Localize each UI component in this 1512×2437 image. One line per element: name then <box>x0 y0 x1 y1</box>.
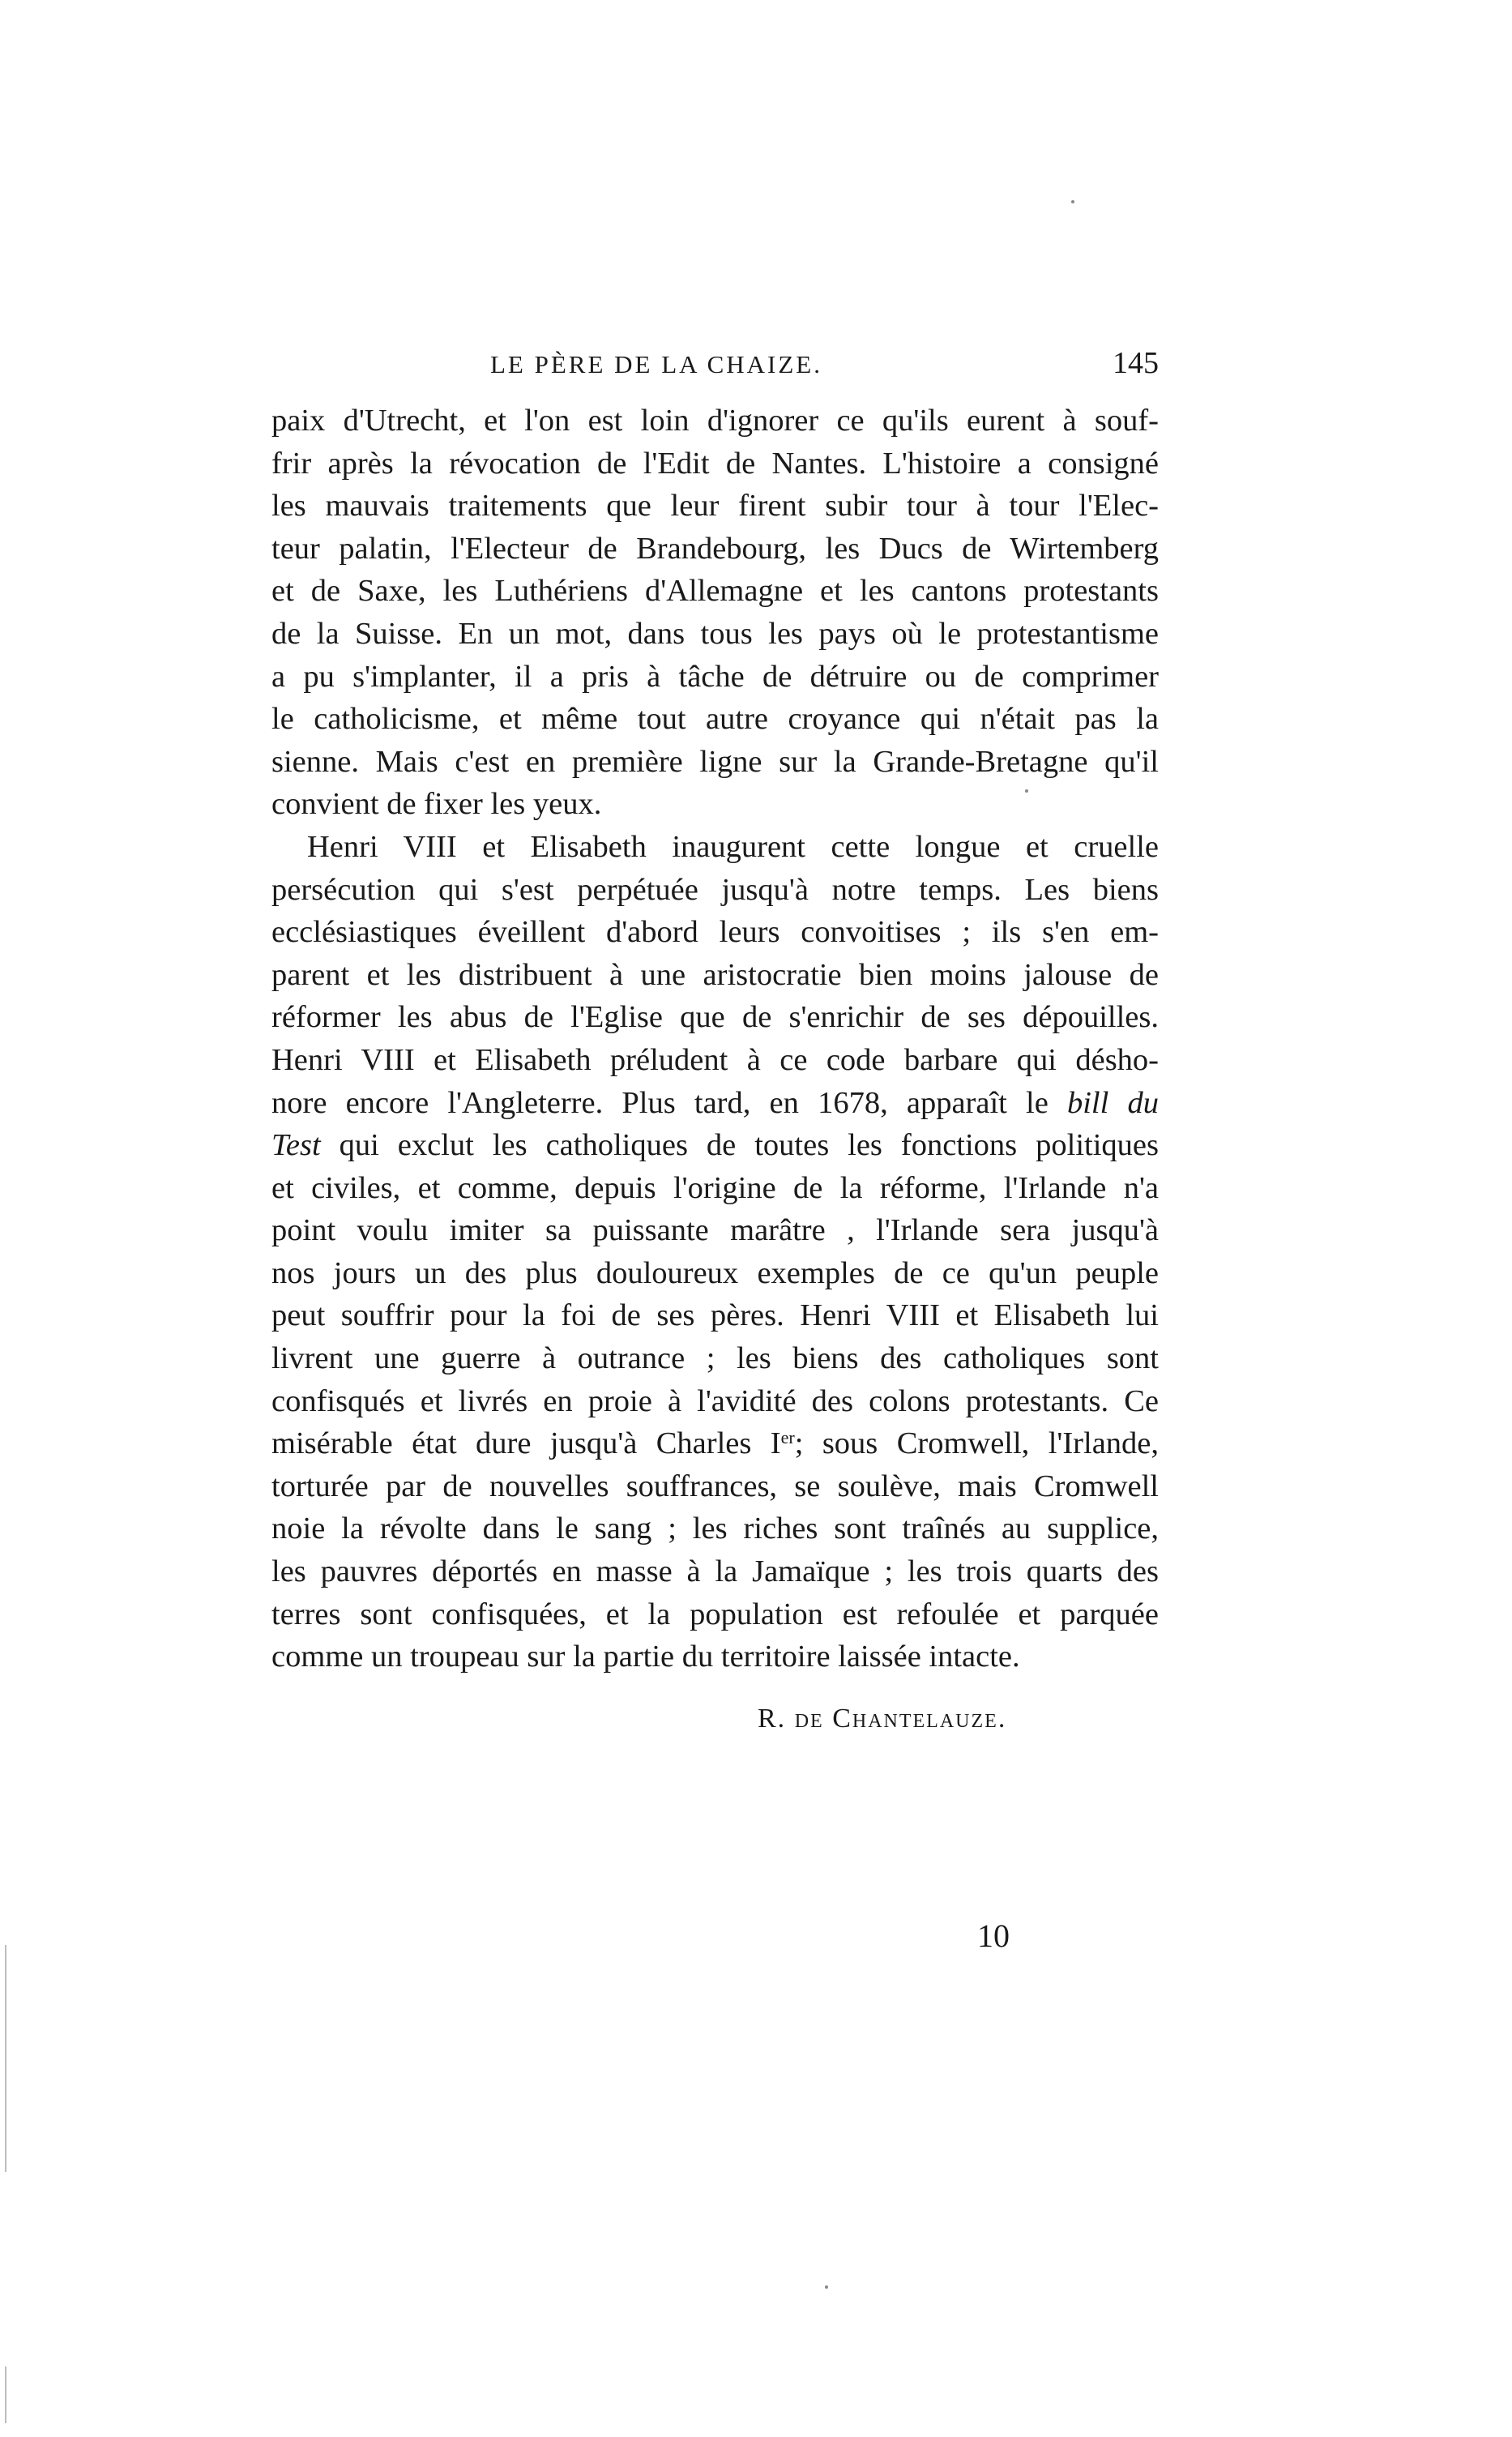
text-line: confisqués et livrés en proie à l'avidité des colons protestants. Ce <box>271 1383 1159 1418</box>
italic-term: Test <box>271 1128 321 1163</box>
text-line: comme un troupeau sur la partie du territoire laissée intacte. <box>271 1640 1020 1674</box>
signature-surname: Chantelauze. <box>832 1704 1007 1734</box>
text-line: convient de fixer les yeux. <box>271 787 602 822</box>
running-title: LE PÈRE DE LA CHAIZE. <box>490 350 822 378</box>
text-line <box>271 1124 1159 1167</box>
text-line: les mauvais traitements que leur firent subir tour à tour l'Elec- <box>271 489 1159 524</box>
text-line: point voulu imiter sa puissante marâtre , l'Irlande sera jusqu'à <box>271 1213 1159 1248</box>
superscript: er <box>780 1427 795 1448</box>
text-segment: nore encore l'Angleterre. Plus tard, en 1678, apparaît le <box>271 1085 1067 1120</box>
scan-edge-mark <box>5 1945 6 2172</box>
running-head <box>271 346 1159 383</box>
text-line: le catholicisme, et même tout autre croyance qui n'était pas la <box>271 702 1159 737</box>
scan-speck <box>825 2285 828 2289</box>
text-line: livrent une guerre à outrance ; les biens des catholiques sont <box>271 1341 1159 1376</box>
text-segment: qui exclut les catholiques de toutes les fonctions politiques <box>339 1128 1159 1163</box>
text-line: paix d'Utrecht, et l'on est loin d'ignorer ce qu'ils eurent à souf- <box>271 404 1159 438</box>
text-line <box>271 1422 1159 1465</box>
scan-speck <box>1025 789 1028 793</box>
body-text <box>271 400 1159 1678</box>
text-line: les pauvres déportés en masse à la Jamaïque ; les trois quarts des <box>271 1554 1159 1589</box>
text-line: et civiles, et comme, depuis l'origine de la réforme, l'Irlande n'a <box>271 1170 1159 1205</box>
text-line: Henri VIII et Elisabeth préludent à ce code barbare qui désho- <box>271 1042 1159 1077</box>
text-line: et de Saxe, les Luthériens d'Allemagne et les cantons protestants <box>271 574 1159 609</box>
text-line: terres sont confisquées, et la population est refoulée et parquée <box>271 1597 1159 1631</box>
paragraph-2 <box>271 826 1159 1678</box>
text-line: noie la révolte dans le sang ; les riches sont traînés au supplice, <box>271 1511 1159 1546</box>
text-line: persécution qui s'est perpétuée jusqu'à notre temps. Les biens <box>271 872 1159 907</box>
text-line: sienne. Mais c'est en première ligne sur la Grande-Bretagne qu'il <box>271 744 1159 779</box>
page-number: 145 <box>1113 346 1159 380</box>
text-line: frir après la révocation de l'Edit de Nantes. L'histoire a consigné <box>271 446 1159 481</box>
scan-edge-mark <box>5 2366 6 2423</box>
signature-initial: R. <box>758 1704 787 1734</box>
text-line: teur palatin, l'Electeur de Brandebourg, les Ducs de Wirtemberg <box>271 531 1159 566</box>
signature-particle: de <box>794 1704 824 1734</box>
scan-speck <box>1071 200 1074 203</box>
text-line: ecclésiastiques éveillent d'abord leurs convoitises ; ils s'en em- <box>271 915 1159 950</box>
paragraph-1 <box>271 400 1159 826</box>
text-segment: ; sous Cromwell, l'Irlande, <box>794 1426 1159 1461</box>
text-line: de la Suisse. En un mot, dans tous les pays où le protestantisme <box>271 616 1159 651</box>
text-line: nos jours un des plus douloureux exemples de ce qu'un peuple <box>271 1255 1159 1290</box>
text-line: Henri VIII et Elisabeth inaugurent cette longue et cruelle <box>307 829 1159 864</box>
text-line: peut souffrir pour la foi de ses pères. Henri VIII et Elisabeth lui <box>271 1298 1159 1333</box>
text-line <box>271 1082 1159 1125</box>
text-line: parent et les distribuent à une aristocratie bien moins jalouse de <box>271 957 1159 992</box>
text-line: torturée par de nouvelles souffrances, se soulève, mais Cromwell <box>271 1469 1159 1503</box>
author-signature <box>758 1704 1006 1734</box>
italic-term: bill du <box>1066 1085 1159 1120</box>
text-line: a pu s'implanter, il a pris à tâche de détruire ou de comprimer <box>271 659 1159 694</box>
signature-mark: 10 <box>977 1918 1010 1954</box>
text-segment: misérable état dure jusqu'à Charles I <box>271 1426 781 1461</box>
text-line: réformer les abus de l'Eglise que de s'enrichir de ses dépouilles. <box>271 1000 1159 1035</box>
